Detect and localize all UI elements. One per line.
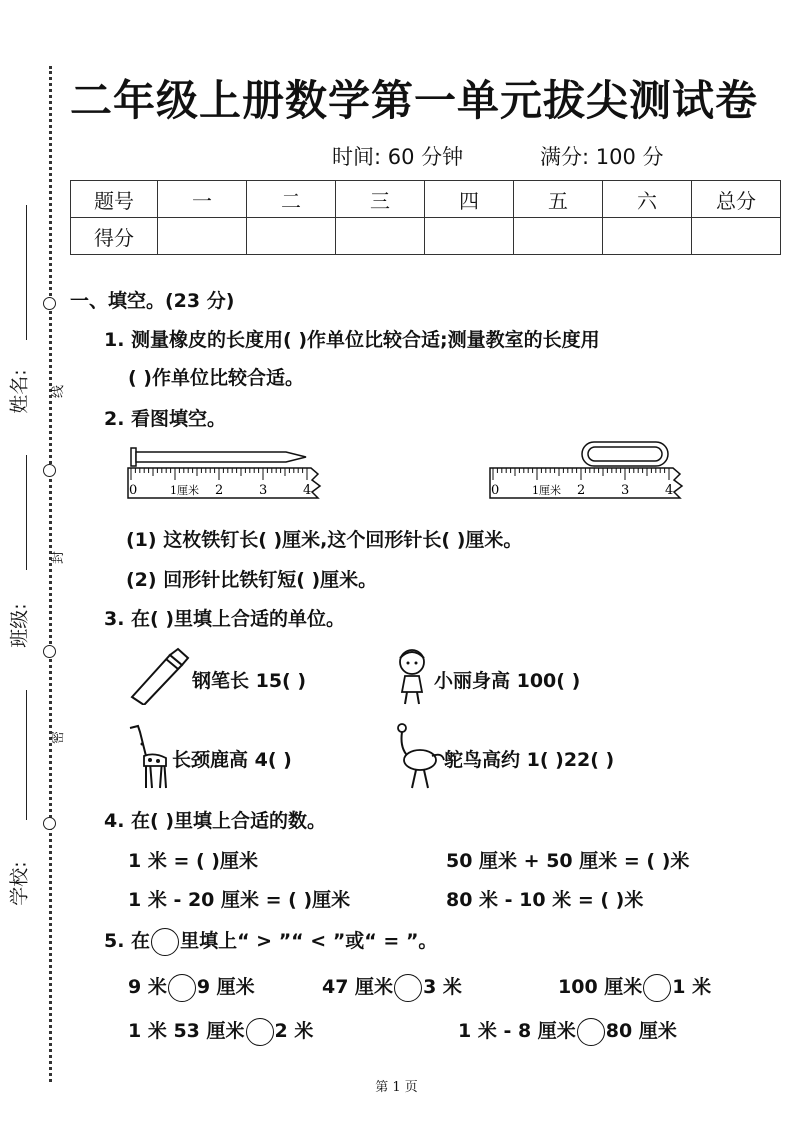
- ruler-tick-label: 3: [621, 483, 630, 498]
- ostrich-icon: [392, 722, 446, 790]
- question-4-item-3: 1 米 - 20 厘米 = ( )厘米: [128, 889, 351, 911]
- compare-right: 80 厘米: [605, 1020, 677, 1042]
- ruler-icon: [490, 468, 682, 498]
- table-cell: 总分: [692, 181, 781, 218]
- binding-hole: [43, 817, 56, 830]
- page-title: 二年级上册数学第一单元拔尖测试卷: [70, 76, 759, 125]
- compare-right: 9 厘米: [196, 976, 255, 998]
- compare-item: [322, 972, 462, 1002]
- blank-circle-icon: [151, 928, 179, 956]
- compare-item: [128, 972, 255, 1002]
- question-5-heading-prefix: 5. 在: [104, 930, 151, 952]
- question-4-item-4: 80 米 - 10 米 = ( )米: [446, 889, 644, 911]
- compare-circle-input[interactable]: [577, 1018, 605, 1046]
- score-input-cell[interactable]: [425, 218, 514, 255]
- table-cell: 三: [336, 181, 425, 218]
- question-3-item-1: 钢笔长 15( ): [192, 670, 307, 692]
- table-cell: 四: [425, 181, 514, 218]
- ruler-tick-label: 2: [215, 483, 224, 498]
- table-cell: 一: [158, 181, 247, 218]
- paperclip-ruler-figure: [488, 440, 708, 510]
- pen-icon: [126, 645, 190, 705]
- ruler-tick-label: 1厘米: [532, 484, 561, 497]
- table-cell: 五: [514, 181, 603, 218]
- nail-icon: [131, 448, 306, 466]
- compare-circle-input[interactable]: [394, 974, 422, 1002]
- time-limit: 时间: 60 分钟: [332, 145, 464, 169]
- score-table-score-row: [71, 218, 781, 255]
- score-table-header-row: [71, 181, 781, 218]
- question-3-item-4: 鸵鸟高约 1( )22( ): [444, 749, 615, 771]
- paperclip-icon: [582, 442, 668, 466]
- section-heading: 一、填空。(23 分): [70, 290, 235, 312]
- ruler-tick-label: 3: [259, 483, 268, 498]
- compare-item: [128, 1016, 313, 1046]
- compare-circle-input[interactable]: [168, 974, 196, 1002]
- ruler-tick-label: 1厘米: [170, 484, 199, 497]
- compare-circle-input[interactable]: [246, 1018, 274, 1046]
- ruler-tick-label: 4: [303, 483, 312, 498]
- table-cell: 题号: [71, 181, 158, 218]
- score-input-cell[interactable]: [603, 218, 692, 255]
- ruler-tick-label: 0: [491, 483, 500, 498]
- compare-left: 1 米 - 8 厘米: [458, 1020, 576, 1042]
- question-4-item-2: 50 厘米 + 50 厘米 = ( )米: [446, 850, 690, 872]
- question-3-heading: 3. 在( )里填上合适的单位。: [104, 608, 346, 630]
- score-input-cell[interactable]: [514, 218, 603, 255]
- binding-hole: [43, 645, 56, 658]
- question-2-heading: 2. 看图填空。: [104, 408, 227, 430]
- question-2-sub-2: (2) 回形针比铁钉短( )厘米。: [126, 569, 378, 591]
- full-score: 满分: 100 分: [540, 145, 664, 169]
- name-blank-line[interactable]: [26, 205, 27, 340]
- score-input-cell[interactable]: [692, 218, 781, 255]
- seal-mark-feng: 封: [51, 550, 67, 565]
- question-1-line-1: 1. 测量橡皮的长度用( )作单位比较合适;测量教室的长度用: [104, 329, 600, 351]
- class-blank-line[interactable]: [26, 455, 27, 570]
- question-4-heading: 4. 在( )里填上合适的数。: [104, 810, 327, 832]
- ruler-tick-label: 0: [129, 483, 138, 498]
- ruler-tick-label: 2: [577, 483, 586, 498]
- question-3-item-2: 小丽身高 100( ): [434, 670, 581, 692]
- page-number: 第 1 页: [375, 1080, 418, 1095]
- ruler-icon: [128, 468, 320, 498]
- compare-left: 9 米: [128, 976, 167, 998]
- girl-icon: [392, 646, 432, 706]
- score-input-cell[interactable]: [247, 218, 336, 255]
- question-1-line-2: ( )作单位比较合适。: [128, 367, 304, 389]
- giraffe-icon: [124, 722, 174, 790]
- binding-hole: [43, 297, 56, 310]
- question-4-item-1: 1 米 = ( )厘米: [128, 850, 258, 872]
- compare-left: 100 厘米: [558, 976, 643, 998]
- binding-hole: [43, 464, 56, 477]
- school-label: 学校:: [8, 861, 31, 906]
- compare-right: 2 米: [274, 1020, 314, 1042]
- question-5-heading-suffix: 里填上“ > ”“ < ”或“ = ”。: [180, 930, 438, 952]
- compare-left: 47 厘米: [322, 976, 394, 998]
- table-cell: 二: [247, 181, 336, 218]
- seal-mark-xian: 线: [51, 384, 67, 399]
- compare-item: [558, 972, 711, 1002]
- seal-mark-mi: 密: [51, 730, 67, 745]
- question-5-heading: [104, 926, 437, 956]
- compare-circle-input[interactable]: [643, 974, 671, 1002]
- table-cell: 得分: [71, 218, 158, 255]
- name-label: 姓名:: [8, 369, 31, 414]
- compare-right: 1 米: [672, 976, 712, 998]
- compare-left: 1 米 53 厘米: [128, 1020, 245, 1042]
- table-cell: 六: [603, 181, 692, 218]
- ruler-tick-label: 4: [665, 483, 674, 498]
- nail-ruler-figure: [126, 440, 346, 510]
- question-3-item-3: 长颈鹿高 4( ): [172, 749, 292, 771]
- score-table: [70, 180, 781, 255]
- class-label: 班级:: [8, 603, 31, 648]
- binding-dotted-line: [49, 66, 52, 1082]
- score-input-cell[interactable]: [336, 218, 425, 255]
- school-blank-line[interactable]: [26, 690, 27, 820]
- compare-item: [458, 1016, 677, 1046]
- score-input-cell[interactable]: [158, 218, 247, 255]
- question-2-sub-1: (1) 这枚铁钉长( )厘米,这个回形针长( )厘米。: [126, 529, 523, 551]
- compare-right: 3 米: [423, 976, 462, 998]
